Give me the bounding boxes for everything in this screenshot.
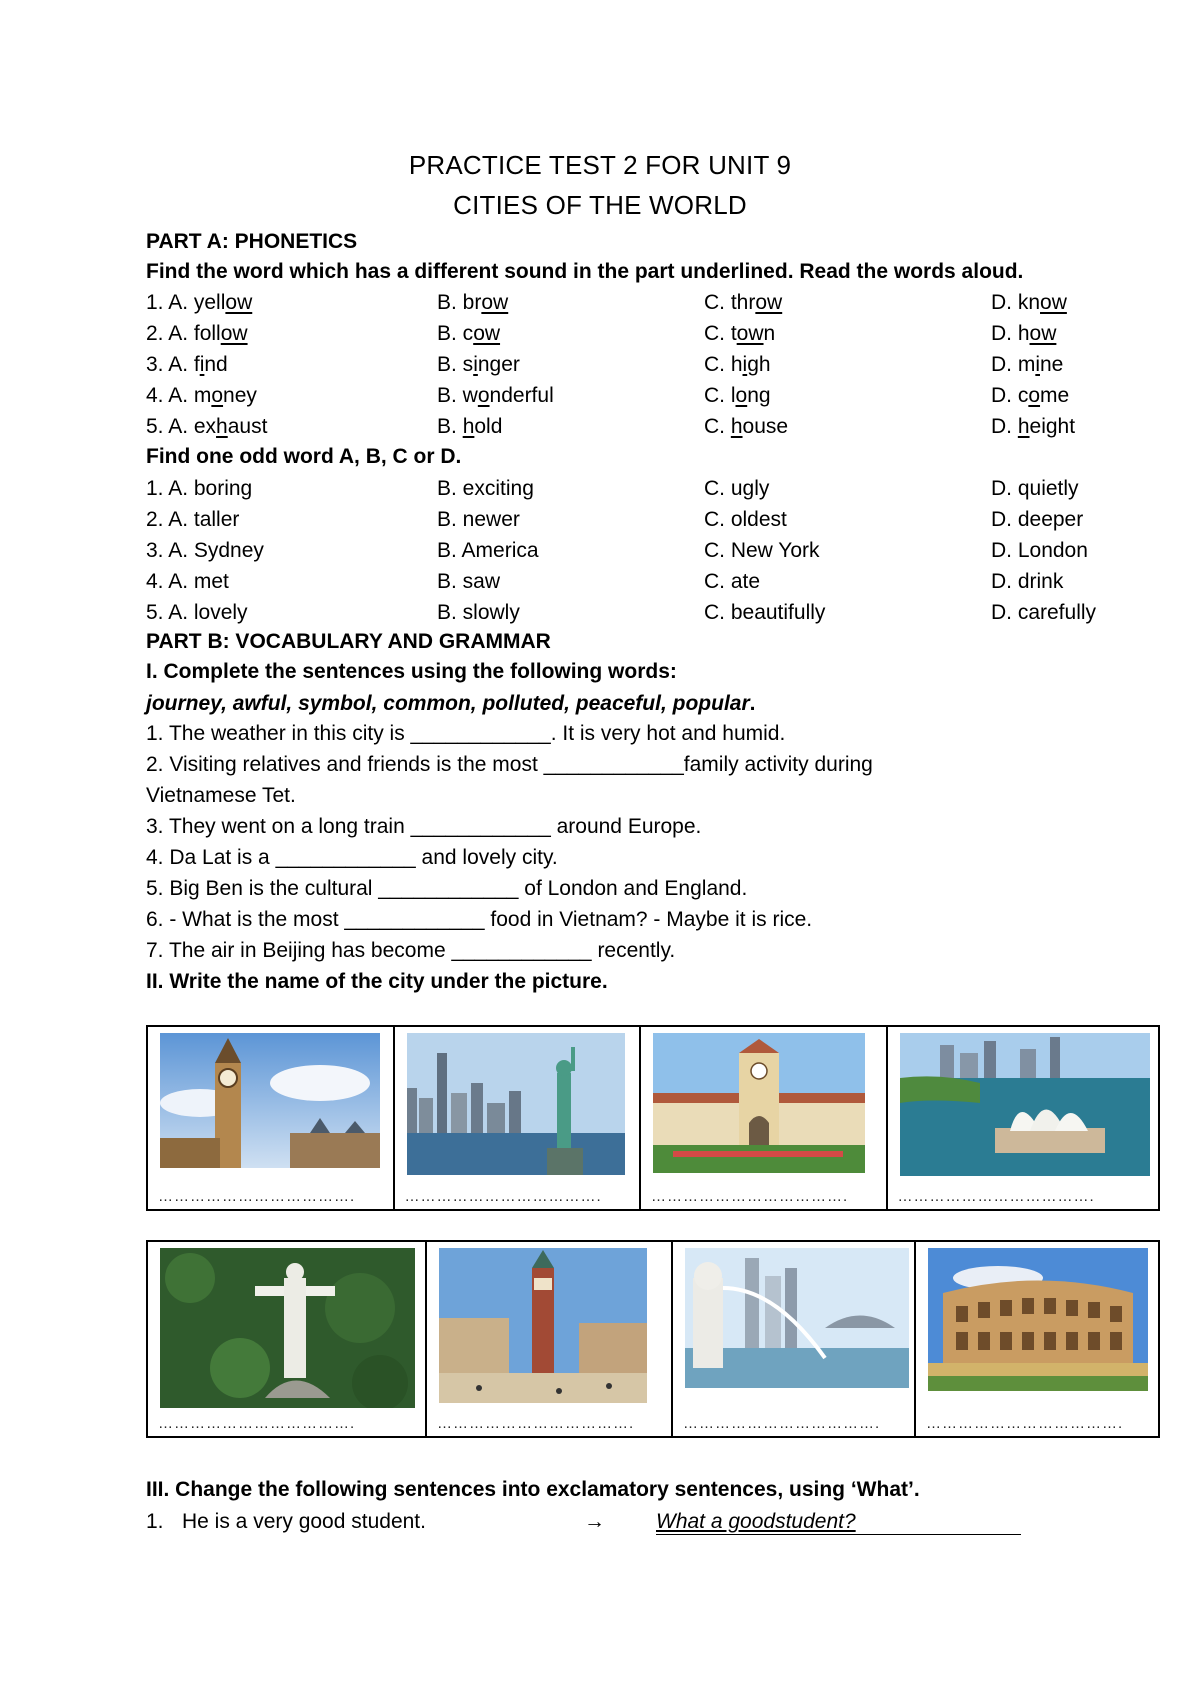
section-1-title: I. Complete the sentences using the following words:: [146, 660, 677, 683]
answer-blank[interactable]: ……………………………….: [683, 1415, 881, 1432]
odd-word-question-option: B. exciting: [437, 477, 534, 500]
phonetics-question-option: 4. A. money: [146, 384, 257, 407]
phonetics-question-option: 1. A. yellow: [146, 291, 253, 314]
answer-blank[interactable]: ……………………………….: [437, 1415, 635, 1432]
statue-of-liberty-image: [407, 1033, 625, 1175]
phonetics-question-option: B. cow: [437, 322, 501, 345]
answer-blank[interactable]: ……………………………….: [404, 1188, 602, 1205]
odd-word-question-option: 1. A. boring: [146, 477, 253, 500]
odd-word-question-option: 3. A. Sydney: [146, 539, 264, 562]
exercise-1-number: 1.: [146, 1510, 164, 1533]
answer-blank[interactable]: ……………………………….: [158, 1188, 356, 1205]
answer-blank[interactable]: ……………………………….: [897, 1188, 1095, 1205]
odd-word-question-option: C. oldest: [704, 508, 787, 531]
picture-cell: [641, 1027, 888, 1209]
phonetics-question-option: B. wonderful: [437, 384, 554, 407]
phonetics-question-option: C. house: [704, 415, 789, 438]
picture-cell: [888, 1027, 1158, 1209]
odd-word-question-option: C. ugly: [704, 477, 770, 500]
odd-word-question-option: 4. A. met: [146, 570, 229, 593]
word-bank-period: .: [749, 692, 756, 715]
odd-word-question-option: C. New York: [704, 539, 820, 562]
ben-thanh-market-image: [653, 1033, 865, 1173]
phonetics-question-option: C. throw: [704, 291, 783, 314]
part-a-heading: PART A: PHONETICS: [146, 230, 358, 253]
christ-the-redeemer-image: [160, 1248, 415, 1408]
exercise-1-answer[interactable]: What a goodstudent?: [656, 1510, 1021, 1535]
word-bank: [146, 692, 755, 716]
odd-word-instruction: Find one odd word A, B, C or D.: [146, 445, 462, 468]
page-subtitle: CITIES OF THE WORLD: [453, 190, 747, 220]
odd-word-question-option: B. America: [437, 539, 539, 562]
sentence-7: 7. The air in Beijing has become ____________ recently.: [146, 939, 676, 962]
section-2-title: II. Write the name of the city under the picture.: [146, 970, 608, 993]
odd-word-question-option: C. ate: [704, 570, 761, 593]
odd-word-question-option: D. carefully: [991, 601, 1097, 624]
odd-word-question-option: D. drink: [991, 570, 1064, 593]
colosseum-image: [928, 1248, 1148, 1391]
phonetics-question-option: C. long: [704, 384, 771, 407]
sentence-5: 5. Big Ben is the cultural ____________ of London and England.: [146, 877, 748, 900]
sentence-3: 3. They went on a long train ____________ around Europe.: [146, 815, 702, 838]
answer-blank[interactable]: ……………………………….: [926, 1415, 1124, 1432]
odd-word-question-option: D. quietly: [991, 477, 1079, 500]
picture-cell: [395, 1027, 642, 1209]
odd-word-question-row: [146, 601, 1146, 631]
phonetics-question-option: B. hold: [437, 415, 503, 438]
phonetics-question-option: 5. A. exhaust: [146, 415, 268, 438]
phonetics-question-option: D. mine: [991, 353, 1064, 376]
picture-cell: [427, 1242, 673, 1436]
page-title: PRACTICE TEST 2 FOR UNIT 9: [408, 150, 792, 180]
phonetics-question-option: D. how: [991, 322, 1057, 345]
picture-grid-row-2: [146, 1240, 1160, 1438]
sentence-2-continued: Vietnamese Tet.: [146, 784, 296, 807]
odd-word-question-option: 2. A. taller: [146, 508, 240, 531]
phonetics-question-option: C. town: [704, 322, 776, 345]
odd-word-question-row: [146, 570, 1146, 600]
odd-word-question-option: C. beautifully: [704, 601, 826, 624]
phonetics-question-option: D. know: [991, 291, 1067, 314]
sentence-2: 2. Visiting relatives and friends is the most ____________family activity during: [146, 753, 873, 776]
exercise-1-sentence: He is a very good student.: [182, 1510, 426, 1533]
sentence-6: 6. - What is the most ____________ food in Vietnam? - Maybe it is rice.: [146, 908, 813, 931]
answer-blank[interactable]: ……………………………….: [651, 1188, 849, 1205]
odd-word-question-option: B. newer: [437, 508, 520, 531]
phonetics-question-option: D. come: [991, 384, 1070, 407]
sydney-opera-house-image: [900, 1033, 1150, 1176]
big-ben-image: [160, 1033, 380, 1168]
venice-campanile-image: [439, 1248, 647, 1403]
odd-word-question-row: [146, 539, 1146, 569]
phonetics-question-option: C. high: [704, 353, 771, 376]
odd-word-question-option: B. slowly: [437, 601, 520, 624]
sentence-4: 4. Da Lat is a ____________ and lovely city.: [146, 846, 558, 869]
phonetics-question-row: [146, 322, 1146, 352]
odd-word-question-option: 5. A. lovely: [146, 601, 248, 624]
odd-word-question-row: [146, 477, 1146, 507]
phonetics-question-row: [146, 384, 1146, 414]
picture-grid-row-1: [146, 1025, 1160, 1211]
picture-cell: [148, 1242, 427, 1436]
phonetics-question-row: [146, 291, 1146, 321]
section-3-title: III. Change the following sentences into exclamatory sentences, using ‘What’.: [146, 1478, 920, 1501]
picture-cell: [916, 1242, 1158, 1436]
odd-word-question-option: D. deeper: [991, 508, 1084, 531]
phonetics-question-option: B. brow: [437, 291, 509, 314]
sentence-1: 1. The weather in this city is ____________. It is very hot and humid.: [146, 722, 786, 745]
phonetics-instruction: Find the word which has a different sound in the part underlined. Read the words aloud.: [146, 260, 1024, 283]
picture-cell: [673, 1242, 916, 1436]
answer-blank[interactable]: ……………………………….: [158, 1415, 356, 1432]
arrow-icon: →: [584, 1510, 605, 1533]
phonetics-question-option: B. singer: [437, 353, 520, 376]
odd-word-question-option: D. London: [991, 539, 1088, 562]
odd-word-question-row: [146, 508, 1146, 538]
phonetics-question-option: 3. A. find: [146, 353, 228, 376]
singapore-merlion-image: [685, 1248, 909, 1388]
phonetics-question-option: D. height: [991, 415, 1076, 438]
picture-cell: [148, 1027, 395, 1209]
phonetics-question-row: [146, 415, 1146, 445]
phonetics-question-row: [146, 353, 1146, 383]
odd-word-question-option: B. saw: [437, 570, 501, 593]
phonetics-question-option: 2. A. follow: [146, 322, 248, 345]
word-bank-words: journey, awful, symbol, common, polluted, peaceful, popular: [146, 692, 750, 715]
part-b-heading: PART B: VOCABULARY AND GRAMMAR: [146, 630, 551, 653]
